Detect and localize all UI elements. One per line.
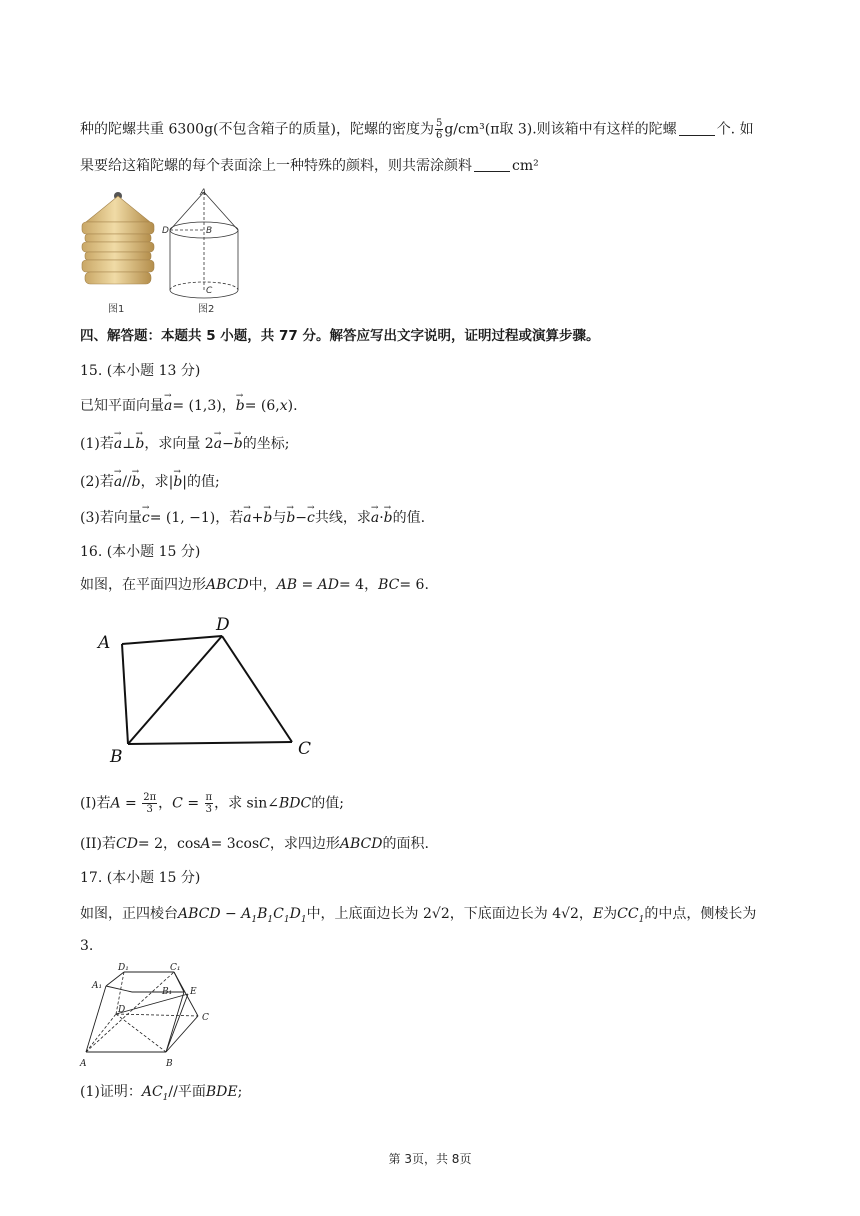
quadrilateral-abcd-figure [92, 610, 322, 770]
frustum-figure [78, 960, 228, 1076]
fig1-caption: 图1 [108, 304, 125, 315]
fig17-label-a1: A₁ [92, 981, 103, 991]
fig2-label-b: B [206, 226, 213, 236]
q15-given: 已知平面向量→ a= (1,3)，→ b= (6,x). [80, 396, 298, 416]
page-footer: 第 3页，共 8页 [388, 1152, 472, 1166]
fig17-label-d1: D₁ [118, 963, 129, 973]
problem-text-line-2: 果要给这箱陀螺的每个表面涂上一种特殊的颜料，则共需涂颜料 cm² [80, 158, 539, 174]
problem-text-line-1: 种的陀螺共重 6300g(不包含箱子的质量)，陀螺的密度为 $\frac{5}{6}$ g/cm³(π取 3).则该箱中有这样的陀螺 个. 如 [80, 118, 754, 141]
fig2-caption: 图2 [198, 304, 215, 315]
fig2-label-c: C [206, 286, 213, 296]
q16-part-1: (I)若A = $\frac{2\pi}{3}$ ，C = $\frac{\pi}{3}$ ，求 sin∠BDC的值; [80, 792, 344, 815]
fig17-label-c1: C₁ [170, 963, 181, 973]
q15-part-2: (2)若→ a//→ b，求|→ b|的值; [80, 472, 220, 492]
q16-given: 如图，在平面四边形ABCD中，AB = AD= 4，BC= 6. [80, 577, 429, 593]
fig17-label-b: B [166, 1059, 173, 1069]
q15-part-1: (1)若→ a⊥→ b，求向量 2→ a−→ b的坐标; [80, 434, 289, 454]
q16-header: 16. (本小题 15 分) [80, 544, 201, 560]
fig2-label-a: A [200, 188, 207, 198]
fig16-label-a: A [98, 633, 111, 653]
fig17-label-d: D [118, 1005, 126, 1015]
section-4-heading: 四、解答题：本题共 5 小题，共 77 分。解答应写出文字说明，证明过程或演算步骤。 [80, 328, 600, 344]
cone-cylinder-diagram [170, 192, 238, 298]
spinning-top-figure [76, 186, 246, 316]
q17-given-cont: 3. [80, 938, 94, 954]
fig17-label-a: A [80, 1059, 87, 1069]
fig16-label-b: B [110, 747, 123, 767]
density-fraction: $\frac{5}{6}$ [435, 118, 443, 141]
fig17-label-c: C [202, 1013, 209, 1023]
fig16-label-d: D [216, 615, 230, 635]
wooden-top-photo [82, 192, 154, 284]
q15-header: 15. (本小题 13 分) [80, 363, 201, 379]
q17-header: 17. (本小题 15 分) [80, 870, 201, 886]
fig17-label-e: E [190, 987, 197, 997]
q16-part-2: (II)若CD= 2，cosA= 3cosC，求四边形ABCD的面积. [80, 836, 429, 852]
q17-given: 如图，正四棱台ABCD − $A_1B_1C_1D_1$中，上底面边长为 2√2，下底面边长为 4√2，E为$CC_1$的中点，侧棱长为 [80, 906, 757, 925]
q17-part-1: (1)证明：$AC_1//$平面BDE; [80, 1084, 243, 1103]
q15-part-3: (3)若向量→ c= (1, −1)，若→ a+→ b与→ b−→ c共线，求→ a·→ b的值. [80, 508, 425, 528]
answer-blank [474, 157, 510, 172]
fig2-label-d: D [162, 226, 169, 236]
fig16-label-c: C [298, 739, 312, 759]
answer-blank [679, 121, 715, 136]
fig17-label-b1: B₁ [162, 987, 173, 997]
